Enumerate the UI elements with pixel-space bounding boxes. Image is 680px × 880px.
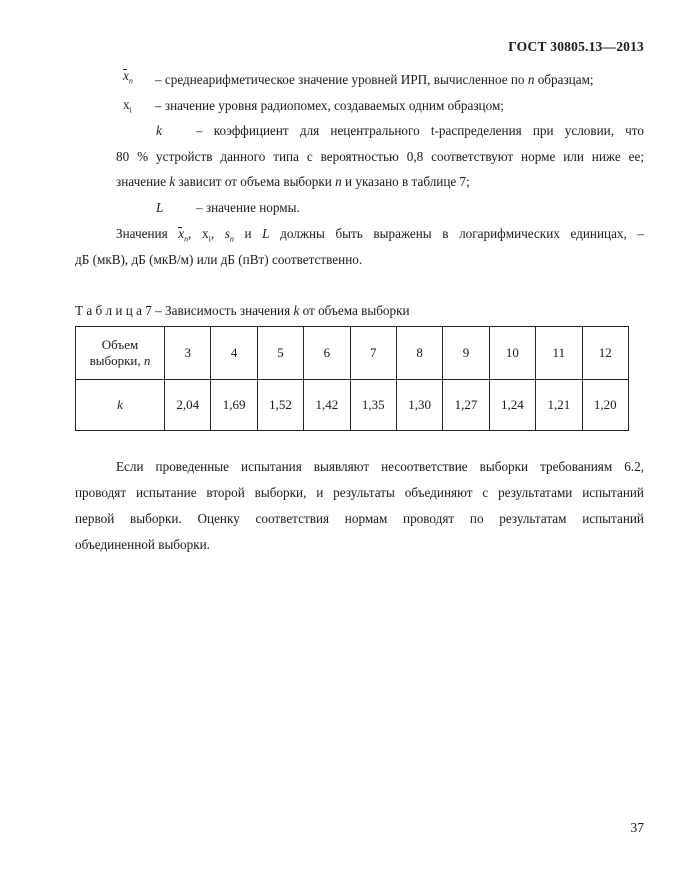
cell-k: 1,20 — [582, 380, 628, 431]
conclusion-line4: объединенной выборки. — [75, 537, 210, 552]
cell-k: 1,21 — [536, 380, 582, 431]
page-number: 37 — [630, 820, 644, 835]
units-line1: Значения $x_n$, $x_i$, $s_n$ и L должны быть выражены в логарифмических единицах, – — [116, 226, 645, 244]
symbol-xi: $x_i$ — [123, 97, 132, 115]
definition-xn: – среднеарифметическое значение уровней ИРП, вычисленное по n образцам; — [155, 72, 594, 87]
row-label-k: k — [76, 380, 165, 431]
cell-n: 3 — [165, 327, 211, 380]
definition-k-line1: – коэффициент для нецентрального t-распределения при условии, что — [196, 123, 644, 138]
cell-n: 6 — [304, 327, 350, 380]
cell-n: 8 — [396, 327, 442, 380]
standard-designation: ГОСТ 30805.13—2013 — [508, 39, 644, 54]
cell-k: 1,52 — [257, 380, 303, 431]
definition-k-line3: значение k зависит от объема выборки n и указано в таблице 7; — [116, 174, 470, 189]
cell-n: 12 — [582, 327, 628, 380]
cell-n: 11 — [536, 327, 582, 380]
table-row-k — [76, 380, 629, 431]
cell-k: 1,30 — [396, 380, 442, 431]
cell-n: 9 — [443, 327, 489, 380]
conclusion-line2: проводят испытание второй выборки, и результаты объединяют с результатами испытаний — [75, 485, 644, 500]
conclusion-line3: первой выборки. Оценку соответствия нормам проводят по результатам испытаний — [75, 511, 644, 526]
cell-n: 4 — [211, 327, 257, 380]
cell-k: 1,27 — [443, 380, 489, 431]
table-caption: Т а б л и ц а 7 – Зависимость значения k от объема выборки — [75, 303, 410, 318]
symbol-xn: $x_n$ — [123, 68, 133, 86]
definition-L: – значение нормы. — [196, 200, 300, 215]
row-label-n — [76, 327, 165, 380]
cell-n: 7 — [350, 327, 396, 380]
table-7 — [75, 326, 629, 431]
cell-k: 1,69 — [211, 380, 257, 431]
row-label-n-line1: Объем — [101, 337, 139, 352]
cell-k: 1,35 — [350, 380, 396, 431]
table-row-n — [76, 327, 629, 380]
cell-k: 1,42 — [304, 380, 350, 431]
cell-k: 2,04 — [165, 380, 211, 431]
row-label-n-line2: выборки, n — [89, 353, 151, 368]
cell-n: 5 — [257, 327, 303, 380]
units-line2: дБ (мкВ), дБ (мкВ/м) или дБ (пВт) соответственно. — [75, 252, 363, 267]
symbol-k: k — [156, 123, 162, 138]
definition-xi: – значение уровня радиопомех, создаваемых одним образцом; — [155, 98, 504, 113]
cell-n: 10 — [489, 327, 535, 380]
definition-k-line2: 80 % устройств данного типа с вероятностью 0,8 соответствуют норме или ниже ее; — [116, 149, 644, 164]
symbol-L: L — [156, 200, 164, 215]
cell-k: 1,24 — [489, 380, 535, 431]
conclusion-line1: Если проведенные испытания выявляют несоответствие выборки требованиям 6.2, — [116, 459, 644, 474]
